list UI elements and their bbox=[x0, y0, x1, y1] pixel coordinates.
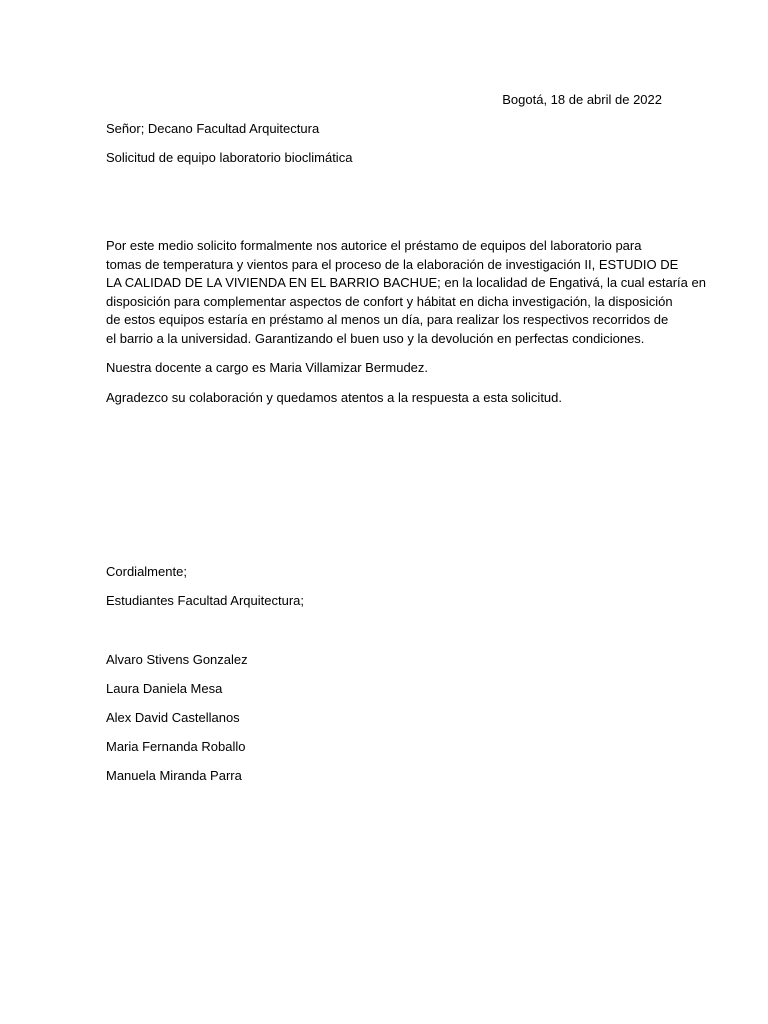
signer-name: Alvaro Stivens Gonzalez bbox=[106, 652, 248, 667]
signer-name: Maria Fernanda Roballo bbox=[106, 739, 246, 754]
body-line: LA CALIDAD DE LA VIVIENDA EN EL BARRIO BACHUE; en la localidad de Engativá, la cual estaría en bbox=[106, 275, 706, 291]
body-line: el barrio a la universidad. Garantizando el buen uso y la devolución en perfectas condiciones. bbox=[106, 330, 645, 346]
letter-recipient: Señor; Decano Facultad Arquitectura bbox=[106, 121, 320, 136]
signer-name: Laura Daniela Mesa bbox=[106, 681, 223, 696]
body-line: disposición para complementar aspectos de confort y hábitat en dicha investigación, la disposición bbox=[106, 293, 673, 309]
signer-name: Manuela Miranda Parra bbox=[106, 768, 242, 783]
thanks-line: Agradezco su colaboración y quedamos atentos a la respuesta a esta solicitud. bbox=[106, 390, 562, 405]
letter-date: Bogotá, 18 de abril de 2022 bbox=[502, 92, 662, 107]
letter-body-paragraph bbox=[106, 237, 706, 349]
body-line: de estos equipos estaría en préstamo al menos un día, para realizar los respectivos recorridos de bbox=[106, 312, 669, 328]
letter-closing: Cordialmente; bbox=[106, 564, 187, 579]
sender-group: Estudiantes Facultad Arquitectura; bbox=[106, 593, 305, 608]
body-line: Por este medio solicito formalmente nos autorice el préstamo de equipos del laboratorio para bbox=[106, 238, 642, 253]
body-line: tomas de temperatura y vientos para el proceso de la elaboración de investigación II, ESTUDIO DE bbox=[106, 256, 679, 272]
signer-name: Alex David Castellanos bbox=[106, 710, 240, 725]
letter-subject: Solicitud de equipo laboratorio bioclimática bbox=[106, 150, 353, 165]
teacher-line: Nuestra docente a cargo es Maria Villamizar Bermudez. bbox=[106, 360, 429, 375]
signer-list bbox=[106, 651, 248, 796]
